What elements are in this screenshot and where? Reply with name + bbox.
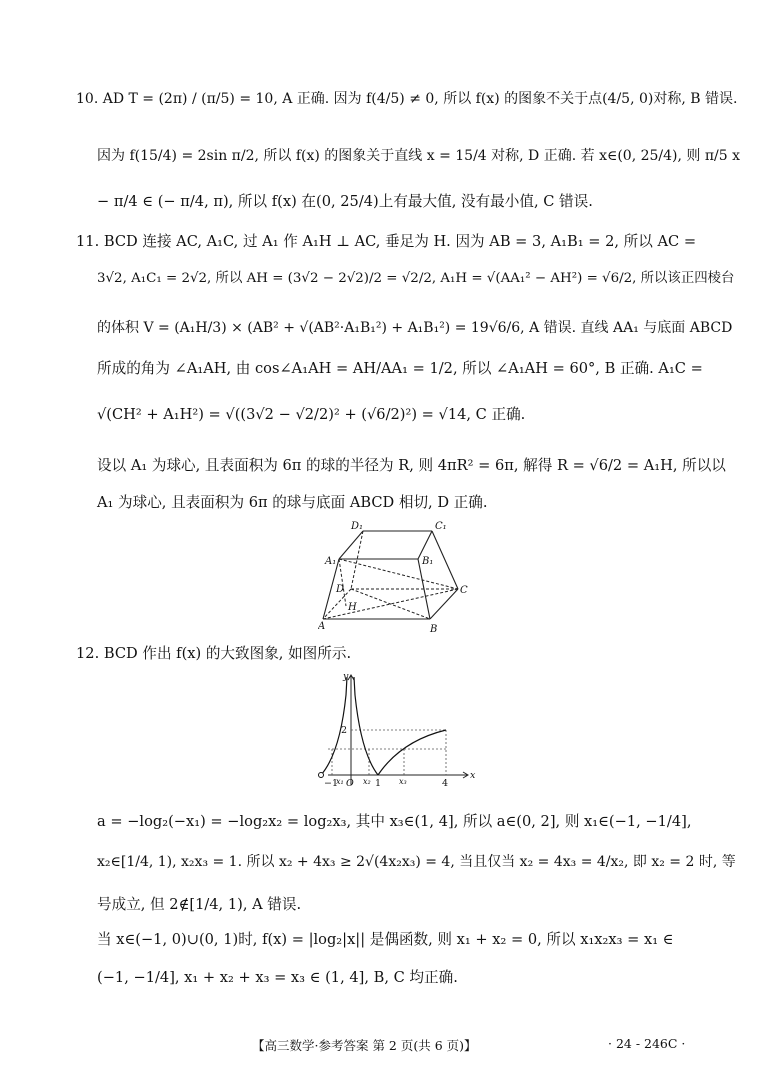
tick-label-x1: x₁ [336,777,344,786]
text-line-2: 因为 f(15/4) = 2sin π/2, 所以 f(x) 的图象关于直线 x = 15/4 对称, D 正确. 若 x∈(0, 25/4), 则 π/5 x [97,148,741,164]
tick-label-1: 1 [375,778,382,789]
tick-label-2: 2 [341,725,348,736]
vertex-label-d1: D₁ [351,521,364,532]
vertex-label-d: D [336,584,345,595]
text-line-6: 的体积 V = (A₁H/3) × (AB² + √(AB²·A₁B₁²) + A₁B₁²) = 19√6/6, A 错误. 直线 AA₁ 与底面 ABCD [97,320,733,336]
vertex-label-a1: A₁ [325,556,337,567]
text-line-9: 设以 A₁ 为球心, 且表面积为 6π 的球的半径为 R, 则 4πR² = 6π, 解得 R = √6/2 = A₁H, 所以以 [97,457,726,474]
text-line-11: 12. BCD 作出 f(x) 的大致图象, 如图所示. [76,645,352,662]
vertex-label-c1: C₁ [435,521,447,532]
origin-label: O [346,778,354,789]
text-line-3: − π/4 ∈ (− π/4, π), 所以 f(x) 在(0, 25/4)上有最大值, 没有最小值, C 错误. [97,193,593,210]
function-graph-figure [306,665,478,789]
text-line-16: (−1, −1/4], x₁ + x₂ + x₃ = x₃ ∈ (1, 4], B, C 均正确. [97,969,458,986]
text-line-7: 所成的角为 ∠A₁AH, 由 cos∠A₁AH = AH/AA₁ = 1/2, 所以 ∠A₁AH = 60°, B 正确. A₁C = [97,360,703,377]
vertex-label-h: H [348,602,357,613]
tick-label-4: 4 [442,778,449,789]
text-line-14: 号成立, 但 2∉[1/4, 1), A 错误. [97,896,302,913]
vertex-label-b1: B₁ [422,556,434,567]
tick-label-neg1: −1 [324,778,339,789]
vertex-label-b: B [430,624,438,635]
tick-label-x2: x₂ [363,777,371,786]
footer-title: 【高三数学·参考答案 第 2 页(共 6 页)】 [252,1038,477,1053]
axis-label-y: y [343,671,349,682]
text-line-5: 3√2, A₁C₁ = 2√2, 所以 AH = (3√2 − 2√2)/2 = √2/2, A₁H = √(AA₁² − AH²) = √6/2, 所以该正四棱台 [97,271,735,286]
text-line-8: √(CH² + A₁H²) = √((3√2 − √2/2)² + (√6/2)²) = √14, C 正确. [97,406,526,423]
prism-figure [318,518,473,636]
axis-label-x: x [470,770,476,781]
text-line-12: a = −log₂(−x₁) = −log₂x₂ = log₂x₃, 其中 x₃∈(1, 4], 所以 a∈(0, 2], 则 x₁∈(−1, −1/4], [97,813,692,830]
text-line-1: 10. AD T = (2π) / (π/5) = 10, A 正确. 因为 f(4/5) ≠ 0, 所以 f(x) 的图象不关于点(4/5, 0)对称, B 错误. [76,91,738,107]
tick-label-x3: x₃ [399,777,407,786]
vertex-label-a: A [318,621,326,632]
text-line-13: x₂∈[1/4, 1), x₂x₃ = 1. 所以 x₂ + 4x₃ ≥ 2√(4x₂x₃) = 4, 当且仅当 x₂ = 4x₃ = 4/x₂, 即 x₂ = 2 时, 等 [97,854,736,870]
text-line-10: A₁ 为球心, 且表面积为 6π 的球与底面 ABCD 相切, D 正确. [97,494,488,511]
vertex-label-c: C [460,585,468,596]
text-line-15: 当 x∈(−1, 0)∪(0, 1)时, f(x) = |log₂|x|| 是偶函数, 则 x₁ + x₂ = 0, 所以 x₁x₂x₃ = x₁ ∈ [97,931,674,948]
footer-code: · 24 - 246C · [608,1036,686,1051]
text-line-4: 11. BCD 连接 AC, A₁C, 过 A₁ 作 A₁H ⊥ AC, 垂足为 H. 因为 AB = 3, A₁B₁ = 2, 所以 AC = [76,233,697,250]
